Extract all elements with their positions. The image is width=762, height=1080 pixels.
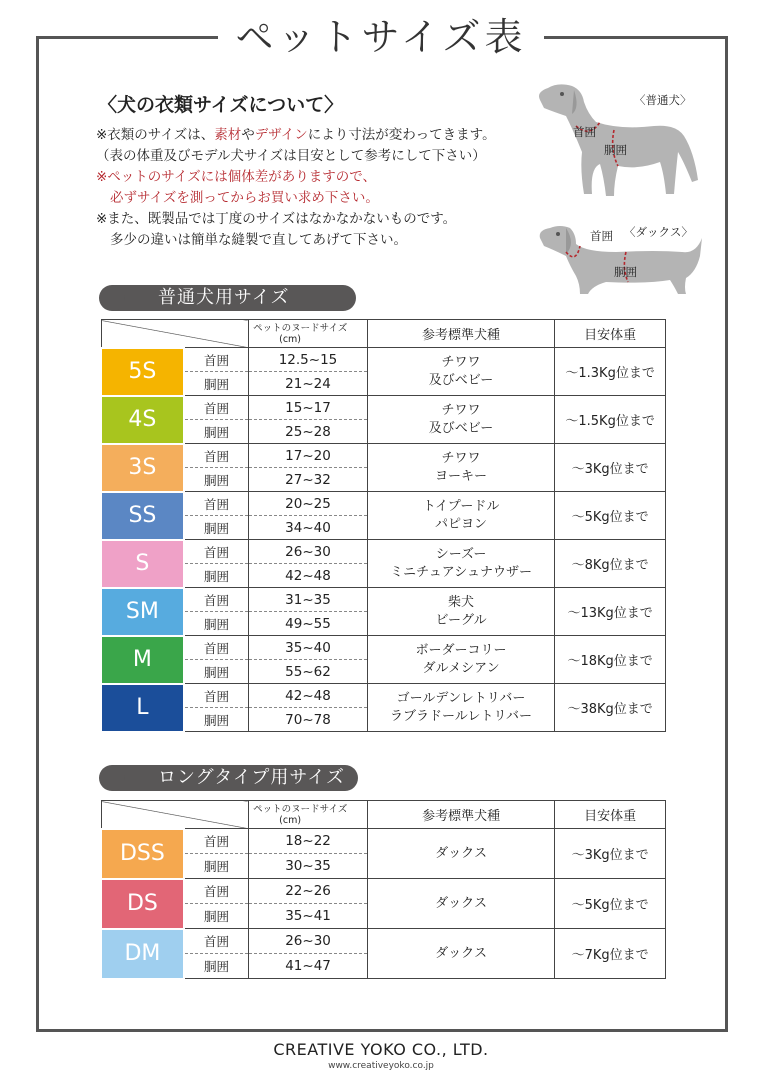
table-row [101,829,666,854]
breed-line: ビーグル [435,612,487,628]
breed-cell [367,829,554,879]
note-line-4: 必ずサイズを測ってからお買い求め下さい。 [110,190,379,206]
weight-cell: ～18Kg位まで [555,636,666,684]
size-label: L [101,684,184,732]
neck-measure: 26~30 [249,929,368,954]
regular-body-label: 胴囲 [604,143,627,157]
regular-neck-label: 首囲 [573,125,596,139]
neck-label: 首囲 [184,636,249,660]
breed-line: ダックス [435,945,488,961]
table-row [101,492,666,516]
neck-label: 首囲 [184,540,249,564]
weight-cell: ～3Kg位まで [555,829,666,879]
neck-measure: 22~26 [249,879,368,904]
note-line-1 [96,125,496,146]
body-label: 胴囲 [184,708,249,732]
breed-line: パピヨン [435,516,488,532]
note-line-2: （表の体重及びモデル犬サイズは目安として参考にして下さい） [96,148,486,164]
header-nude-label: ペットのヌードサイズ [253,803,348,815]
body-measure: 25~28 [249,420,368,444]
neck-measure: 35~40 [249,636,368,660]
note-text: や [241,127,255,143]
neck-measure: 18~22 [249,829,368,854]
header-diagonal-cell [101,320,249,348]
breed-cell [367,588,554,636]
table-row [101,636,666,660]
weight-cell: ～5Kg位まで [555,492,666,540]
breed-line: ヨーキー [435,468,488,484]
neck-measure: 17~20 [249,444,368,468]
header-nude-size [249,320,368,348]
page-title: ペットサイズ表 [218,12,545,62]
footer-company: CREATIVE YOKO CO., LTD. [273,1040,489,1059]
body-label: 胴囲 [184,954,249,979]
breed-line: トイプードル [422,498,500,514]
dachshund-body-label: 胴囲 [614,265,637,279]
header-diagonal-cell [101,801,249,829]
body-label: 胴囲 [184,904,249,929]
neck-label: 首囲 [184,492,249,516]
header-breed: 参考標準犬種 [367,801,554,829]
body-measure: 35~41 [249,904,368,929]
breed-line: ミニチュアシュナウザー [390,564,532,580]
header-unit-label: (cm) [279,814,302,826]
breed-cell [367,879,554,929]
neck-measure: 20~25 [249,492,368,516]
regular-dog-label: 〈普通犬〉 [634,93,692,107]
table-header-row [101,320,666,348]
breed-line: チワワ [441,354,481,370]
breed-line: ダルメシアン [422,660,500,676]
body-label: 胴囲 [184,612,249,636]
weight-cell: ～1.5Kg位まで [555,396,666,444]
notes-block [96,125,496,251]
title-wrap [0,12,762,62]
breed-line: 柴犬 [448,594,475,610]
size-label: SM [101,588,184,636]
table-row [101,684,666,708]
section-heading: 〈犬の衣類サイズについて〉 [98,94,344,116]
body-measure: 21~24 [249,372,368,396]
breed-line: ボーダーコリー [415,642,507,658]
dachshund-neck-label: 首囲 [590,229,613,243]
neck-label: 首囲 [184,444,249,468]
weight-cell: ～13Kg位まで [555,588,666,636]
note-line-3: ※ペットのサイズには個体差がありますので、 [96,169,376,185]
body-label: 胴囲 [184,516,249,540]
body-measure: 30~35 [249,854,368,879]
table-row [101,396,666,420]
weight-cell: ～5Kg位まで [555,879,666,929]
table-row [101,348,666,372]
size-label: S [101,540,184,588]
body-measure: 41~47 [249,954,368,979]
breed-cell [367,540,554,588]
header-breed: 参考標準犬種 [367,320,554,348]
header-weight: 目安体重 [555,320,666,348]
note-line-5: ※また、既製品では丁度のサイズはなかなかないものです。 [96,211,457,227]
breed-line: ラブラドールレトリバー [390,708,533,724]
table-row [101,444,666,468]
breed-cell [367,348,554,396]
breed-cell [367,444,554,492]
size-label: 5S [101,348,184,396]
neck-measure: 15~17 [249,396,368,420]
neck-label: 首囲 [184,879,249,904]
neck-label: 首囲 [184,829,249,854]
size-label: DSS [101,829,184,879]
breed-line: 及びベビー [428,372,494,388]
breed-cell [367,929,554,979]
breed-line: シーズー [435,546,487,562]
body-measure: 70~78 [249,708,368,732]
breed-cell [367,684,554,732]
long-size-table [100,800,666,980]
note-line-6: 多少の違いは簡単な縫製で直してあげて下さい。 [110,232,407,248]
note-text: により寸法が変わってきます。 [307,127,496,143]
breed-line: ゴールデンレトリバー [396,690,526,706]
weight-cell: ～1.3Kg位まで [555,348,666,396]
neck-label: 首囲 [184,588,249,612]
body-label: 胴囲 [184,854,249,879]
neck-measure: 26~30 [249,540,368,564]
weight-cell: ～8Kg位まで [555,540,666,588]
table-header-row [101,801,666,829]
regular-size-table [100,319,666,733]
long-section-title: ロングタイプ用サイズ [112,765,358,791]
body-measure: 42~48 [249,564,368,588]
breed-line: 及びベビー [428,420,494,436]
breed-cell [367,396,554,444]
body-label: 胴囲 [184,420,249,444]
neck-measure: 12.5~15 [249,348,368,372]
footer-url: www.creativeyoko.co.jp [328,1061,434,1071]
neck-label: 首囲 [184,684,249,708]
neck-measure: 31~35 [249,588,368,612]
weight-cell: ～38Kg位まで [555,684,666,732]
breed-line: チワワ [441,450,481,466]
header-nude-label: ペットのヌードサイズ [253,322,348,334]
breed-line: ダックス [435,895,488,911]
neck-measure: 42~48 [249,684,368,708]
note-red-text: デザイン [254,127,308,143]
size-label: 3S [101,444,184,492]
weight-cell: ～3Kg位まで [555,444,666,492]
body-measure: 27~32 [249,468,368,492]
size-label: M [101,636,184,684]
body-label: 胴囲 [184,468,249,492]
body-label: 胴囲 [184,372,249,396]
neck-label: 首囲 [184,396,249,420]
body-measure: 34~40 [249,516,368,540]
neck-label: 首囲 [184,348,249,372]
body-label: 胴囲 [184,564,249,588]
size-label: DM [101,929,184,979]
table-row [101,588,666,612]
neck-label: 首囲 [184,929,249,954]
regular-section-title: 普通犬用サイズ [112,285,356,311]
weight-cell: ～7Kg位まで [555,929,666,979]
size-label: DS [101,879,184,929]
note-text: ※衣類のサイズは、 [96,127,215,143]
breed-line: チワワ [441,402,481,418]
body-measure: 55~62 [249,660,368,684]
note-red-text: 素材 [214,127,242,143]
header-weight: 目安体重 [555,801,666,829]
table-row [101,540,666,564]
body-label: 胴囲 [184,660,249,684]
size-label: 4S [101,396,184,444]
table-row [101,879,666,904]
table-row [101,929,666,954]
body-measure: 49~55 [249,612,368,636]
breed-cell [367,492,554,540]
size-label: SS [101,492,184,540]
breed-line: ダックス [435,845,488,861]
dachshund-label: 〈ダックス〉 [624,225,693,239]
breed-cell [367,636,554,684]
header-unit-label: (cm) [279,333,301,345]
header-nude-size [249,801,368,829]
